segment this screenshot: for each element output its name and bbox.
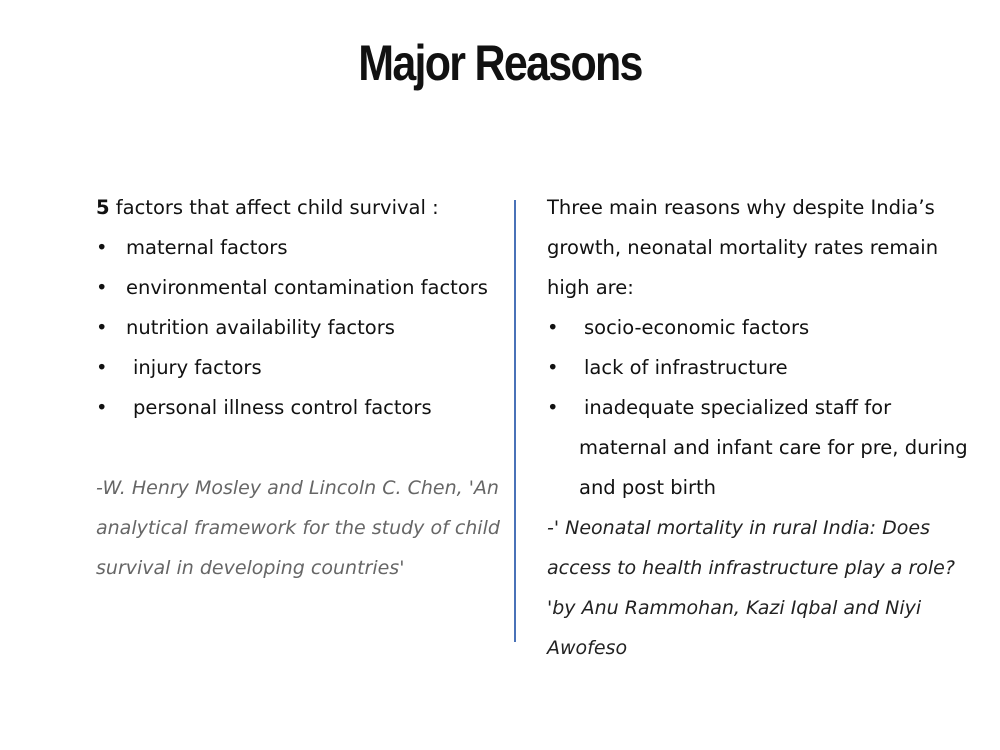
bullet-icon: • <box>96 356 108 379</box>
column-divider <box>514 200 516 642</box>
left-bullet-item <box>96 268 501 308</box>
left-intro-text: factors that affect child survival : <box>109 196 439 219</box>
right-citation-line: 'by Anu Rammohan, Kazi Iqbal and Niyi <box>547 597 922 619</box>
right-citation-line: Awofeso <box>547 637 628 659</box>
left-bullet-item <box>96 348 501 388</box>
right-intro-line: growth, neonatal mortality rates remain <box>547 236 939 259</box>
right-intro-line: high are: <box>547 276 634 299</box>
bullet-icon: • <box>547 396 559 419</box>
left-bullet-item <box>96 388 501 428</box>
left-citation-line: -W. Henry Mosley and Lincoln C. Chen, 'An <box>96 477 499 499</box>
right-citation-line: -' Neonatal mortality in rural India: Does <box>547 517 930 539</box>
right-bullet-item <box>547 308 987 348</box>
left-bullet-item <box>96 228 501 268</box>
right-bullet-item <box>547 388 987 428</box>
bullet-icon: • <box>96 396 108 419</box>
factor-count: 5 <box>96 196 110 219</box>
left-bullet-text: personal illness control factors <box>133 396 432 419</box>
left-bullet-item <box>96 308 501 348</box>
right-intro-line: Three main reasons why despite India’s <box>547 196 935 219</box>
slide-title: Major Reasons <box>358 35 642 91</box>
bullet-icon: • <box>96 276 108 299</box>
left-intro <box>96 188 501 228</box>
right-bullet-text: inadequate specialized staff for <box>584 396 892 419</box>
left-citation-line: survival in developing countries' <box>96 557 405 579</box>
bullet-icon: • <box>547 316 559 339</box>
left-column <box>96 188 501 588</box>
left-citation-line: analytical framework for the study of child <box>96 517 500 539</box>
right-bullet-continuation: maternal and infant care for pre, during <box>579 436 968 459</box>
right-bullet-text: socio-economic factors <box>584 316 810 339</box>
right-bullet-text: lack of infrastructure <box>584 356 788 379</box>
bullet-icon: • <box>96 236 108 259</box>
bullet-icon: • <box>547 356 559 379</box>
left-bullet-text: nutrition availability factors <box>126 316 395 339</box>
right-column <box>547 188 987 668</box>
left-bullet-text: environmental contamination factors <box>126 276 488 299</box>
right-bullet-continuation: and post birth <box>579 476 717 499</box>
right-bullet-item <box>547 348 987 388</box>
left-bullet-text: maternal factors <box>126 236 288 259</box>
left-bullet-text: injury factors <box>133 356 262 379</box>
right-citation-line: access to health infrastructure play a role? <box>547 557 955 579</box>
bullet-icon: • <box>96 316 108 339</box>
